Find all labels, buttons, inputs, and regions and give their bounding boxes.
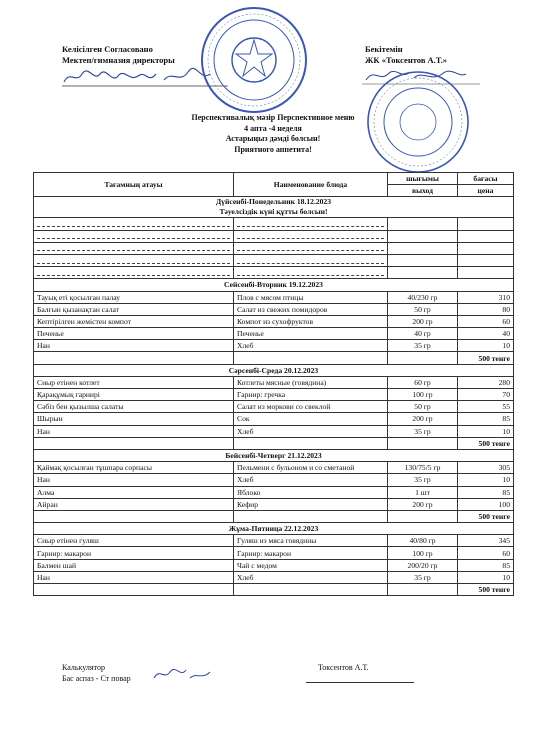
dish-output: 35 гр — [388, 425, 458, 437]
dish-name-ru: Гарнир: макарон — [234, 547, 388, 559]
dish-output: 50 гр — [388, 401, 458, 413]
dish-output: 40/230 гр — [388, 291, 458, 303]
dashed-line — [237, 226, 384, 227]
day-total-row — [34, 437, 514, 449]
footer-right-name: Токсентов А.Т. — [318, 663, 369, 672]
total-spacer-cell — [388, 437, 458, 449]
day-header-row — [34, 197, 514, 218]
total-spacer-cell — [234, 510, 388, 522]
dish-name-kz: Нан — [34, 571, 234, 583]
empty-cell — [34, 267, 234, 279]
total-spacer-cell — [34, 437, 234, 449]
calculator-label: Калькулятор — [62, 663, 105, 672]
dashed-line — [37, 226, 230, 227]
footer-right-line — [306, 682, 414, 683]
dashed-line — [37, 250, 230, 251]
dashed-line — [237, 275, 384, 276]
day-total-row — [34, 584, 514, 596]
dish-name-ru: Гарнир: гречка — [234, 389, 388, 401]
dish-name-kz: Сәбіз бен қызылша салаты — [34, 401, 234, 413]
dashed-line — [237, 250, 384, 251]
dish-name-ru: Салат из свежих помидоров — [234, 303, 388, 315]
dish-output: 40 гр — [388, 328, 458, 340]
dish-output: 35 гр — [388, 340, 458, 352]
day-header-row — [34, 279, 514, 291]
empty-cell — [458, 230, 514, 242]
col-header-price-ru: цена — [458, 185, 514, 197]
menu-item-row — [34, 315, 514, 327]
dish-name-kz: Сиыр етінен котлет — [34, 376, 234, 388]
menu-item-row — [34, 401, 514, 413]
menu-item-row — [34, 303, 514, 315]
menu-week: 4 апта -4 неделя — [244, 123, 302, 133]
dish-price: 310 — [458, 291, 514, 303]
menu-item-row — [34, 425, 514, 437]
day-header-row — [34, 449, 514, 461]
approval-block-right — [365, 44, 447, 66]
dish-name-ru: Котлеты мясные (говядина) — [234, 376, 388, 388]
menu-item-row — [34, 291, 514, 303]
col-header-price-kz: бағасы — [458, 173, 514, 185]
empty-cell — [458, 242, 514, 254]
dish-name-kz: Алма — [34, 486, 234, 498]
empty-cell — [234, 267, 388, 279]
empty-row — [34, 267, 514, 279]
col-header-ru: Наименование блюда — [234, 173, 388, 197]
dashed-line — [37, 275, 230, 276]
total-spacer-cell — [388, 584, 458, 596]
empty-cell — [458, 267, 514, 279]
dashed-line — [237, 263, 384, 264]
dish-output: 50 гр — [388, 303, 458, 315]
dish-name-kz: Нан — [34, 340, 234, 352]
dish-price: 10 — [458, 571, 514, 583]
empty-cell — [388, 254, 458, 266]
empty-cell — [234, 254, 388, 266]
dish-name-kz: Нан — [34, 425, 234, 437]
dish-output: 200 гр — [388, 413, 458, 425]
dish-name-ru: Пельмени с бульоном и со сметаной — [234, 462, 388, 474]
dish-price: 55 — [458, 401, 514, 413]
dish-output: 200 гр — [388, 498, 458, 510]
approval-left-line2: Мектеп/гимназия директоры — [62, 55, 175, 65]
day-title: Жұма-Пятница 22.12.2023 — [34, 523, 514, 535]
dish-name-ru: Яблоко — [234, 486, 388, 498]
dish-price: 280 — [458, 376, 514, 388]
dish-name-ru: Чай с медом — [234, 559, 388, 571]
empty-cell — [458, 218, 514, 230]
menu-item-row — [34, 413, 514, 425]
dish-output: 130/75/5 гр — [388, 462, 458, 474]
day-total: 500 тенге — [458, 510, 514, 522]
dish-price: 70 — [458, 389, 514, 401]
empty-row — [34, 218, 514, 230]
dish-output: 200/20 гр — [388, 559, 458, 571]
dashed-line — [37, 263, 230, 264]
total-spacer-cell — [34, 510, 234, 522]
day-header-row — [34, 523, 514, 535]
day-header-row — [34, 364, 514, 376]
total-spacer-cell — [234, 437, 388, 449]
empty-row — [34, 230, 514, 242]
dish-price: 60 — [458, 315, 514, 327]
empty-cell — [234, 242, 388, 254]
dish-output: 100 гр — [388, 389, 458, 401]
day-title: Сейсенбі-Вторник 19.12.2023 — [34, 279, 514, 291]
dish-name-ru: Хлеб — [234, 340, 388, 352]
dish-name-ru: Кефир — [234, 498, 388, 510]
empty-cell — [388, 267, 458, 279]
dish-name-ru: Салат из моркови со свеклой — [234, 401, 388, 413]
holiday-greeting: Тәуелсіздік күні құтты болсын! — [219, 207, 328, 217]
dish-price: 85 — [458, 486, 514, 498]
dish-price: 10 — [458, 340, 514, 352]
dish-name-ru: Хлеб — [234, 425, 388, 437]
total-spacer-cell — [388, 352, 458, 364]
dish-output: 100 гр — [388, 547, 458, 559]
day-total: 500 тенге — [458, 584, 514, 596]
school-seal-icon — [198, 4, 310, 116]
dish-output: 200 гр — [388, 315, 458, 327]
empty-cell — [388, 242, 458, 254]
dish-name-kz: Гарнир: макарон — [34, 547, 234, 559]
dish-name-kz: Кептірілген жемістен компот — [34, 315, 234, 327]
menu-item-row — [34, 328, 514, 340]
dish-price: 40 — [458, 328, 514, 340]
total-spacer-cell — [34, 352, 234, 364]
day-total-row — [34, 510, 514, 522]
dish-name-kz: Балмен шай — [34, 559, 234, 571]
dish-name-kz: Нан — [34, 474, 234, 486]
dish-output: 60 гр — [388, 376, 458, 388]
menu-title: Перспективалық мәзір Перспективное меню — [191, 113, 355, 122]
footer-left — [62, 662, 131, 684]
dish-name-kz: Балғын қызанақтан салат — [34, 303, 234, 315]
empty-cell — [34, 218, 234, 230]
empty-row — [34, 242, 514, 254]
day-title: Сәрсенбі-Среда 20.12.2023 — [34, 364, 514, 376]
dish-name-ru: Хлеб — [234, 474, 388, 486]
dish-price: 10 — [458, 425, 514, 437]
dish-output: 35 гр — [388, 571, 458, 583]
empty-cell — [458, 254, 514, 266]
menu-item-row — [34, 389, 514, 401]
empty-cell — [34, 242, 234, 254]
dish-output: 1 шт — [388, 486, 458, 498]
day-total: 500 тенге — [458, 352, 514, 364]
dashed-line — [237, 238, 384, 239]
greeting-kz: Астарыңыз дәмді болсын! — [225, 134, 321, 143]
dish-name-kz: Шырын — [34, 413, 234, 425]
col-header-output-kz: шығымы — [388, 173, 458, 185]
total-spacer-cell — [234, 352, 388, 364]
head-cook-label: Бас аспаз - Ст повар — [62, 674, 131, 683]
dish-price: 100 — [458, 498, 514, 510]
day-total-row — [34, 352, 514, 364]
approval-right-line1: Бекітемін — [365, 44, 403, 54]
day-title-text: Дүйсенбі-Понедельник 18.12.2023 — [215, 197, 332, 207]
dish-name-kz: Сиыр етінен гуляш — [34, 535, 234, 547]
dish-name-ru: Компот из сухофруктов — [234, 315, 388, 327]
dish-price: 60 — [458, 547, 514, 559]
dish-name-kz: Печенье — [34, 328, 234, 340]
empty-cell — [34, 230, 234, 242]
menu-item-row — [34, 376, 514, 388]
empty-cell — [34, 254, 234, 266]
col-header-kz: Тағамның атауы — [34, 173, 234, 197]
total-spacer-cell — [388, 510, 458, 522]
menu-item-row — [34, 571, 514, 583]
dish-name-ru: Гуляш из мяса говядины — [234, 535, 388, 547]
total-spacer-cell — [234, 584, 388, 596]
dish-name-kz: Айран — [34, 498, 234, 510]
dish-price: 345 — [458, 535, 514, 547]
col-header-output-ru: выход — [388, 185, 458, 197]
menu-item-row — [34, 474, 514, 486]
dish-price: 85 — [458, 413, 514, 425]
day-title — [34, 197, 514, 218]
empty-cell — [388, 230, 458, 242]
dish-price: 305 — [458, 462, 514, 474]
menu-item-row — [34, 340, 514, 352]
menu-table — [33, 172, 514, 596]
menu-item-row — [34, 559, 514, 571]
dish-price: 85 — [458, 559, 514, 571]
empty-cell — [234, 218, 388, 230]
dish-name-kz: Қарақұмық гарнирі — [34, 389, 234, 401]
approval-right-line2: ЖК «Токсентов А.Т.» — [365, 55, 447, 65]
dish-name-ru: Плов с мясом птицы — [234, 291, 388, 303]
dish-name-ru: Хлеб — [234, 571, 388, 583]
dish-price: 10 — [458, 474, 514, 486]
dish-name-kz: Қаймақ қосылған тұшпара сорпасы — [34, 462, 234, 474]
dish-price: 80 — [458, 303, 514, 315]
day-total: 500 тенге — [458, 437, 514, 449]
empty-cell — [234, 230, 388, 242]
empty-cell — [388, 218, 458, 230]
total-spacer-cell — [34, 584, 234, 596]
menu-item-row — [34, 535, 514, 547]
dish-name-ru: Сок — [234, 413, 388, 425]
dish-output: 40/80 гр — [388, 535, 458, 547]
dashed-line — [37, 238, 230, 239]
approval-left-line1: Келісілген Согласовано — [62, 44, 153, 54]
menu-item-row — [34, 462, 514, 474]
dish-name-kz: Тауық еті қосылған палау — [34, 291, 234, 303]
menu-title-block — [0, 113, 546, 155]
menu-item-row — [34, 498, 514, 510]
menu-item-row — [34, 547, 514, 559]
empty-row — [34, 254, 514, 266]
dish-name-ru: Печенье — [234, 328, 388, 340]
greeting-ru: Приятного аппетита! — [234, 144, 312, 154]
dish-output: 35 гр — [388, 474, 458, 486]
cook-signature — [150, 664, 220, 684]
menu-item-row — [34, 486, 514, 498]
day-title: Бейсенбі-Четверг 21.12.2023 — [34, 449, 514, 461]
